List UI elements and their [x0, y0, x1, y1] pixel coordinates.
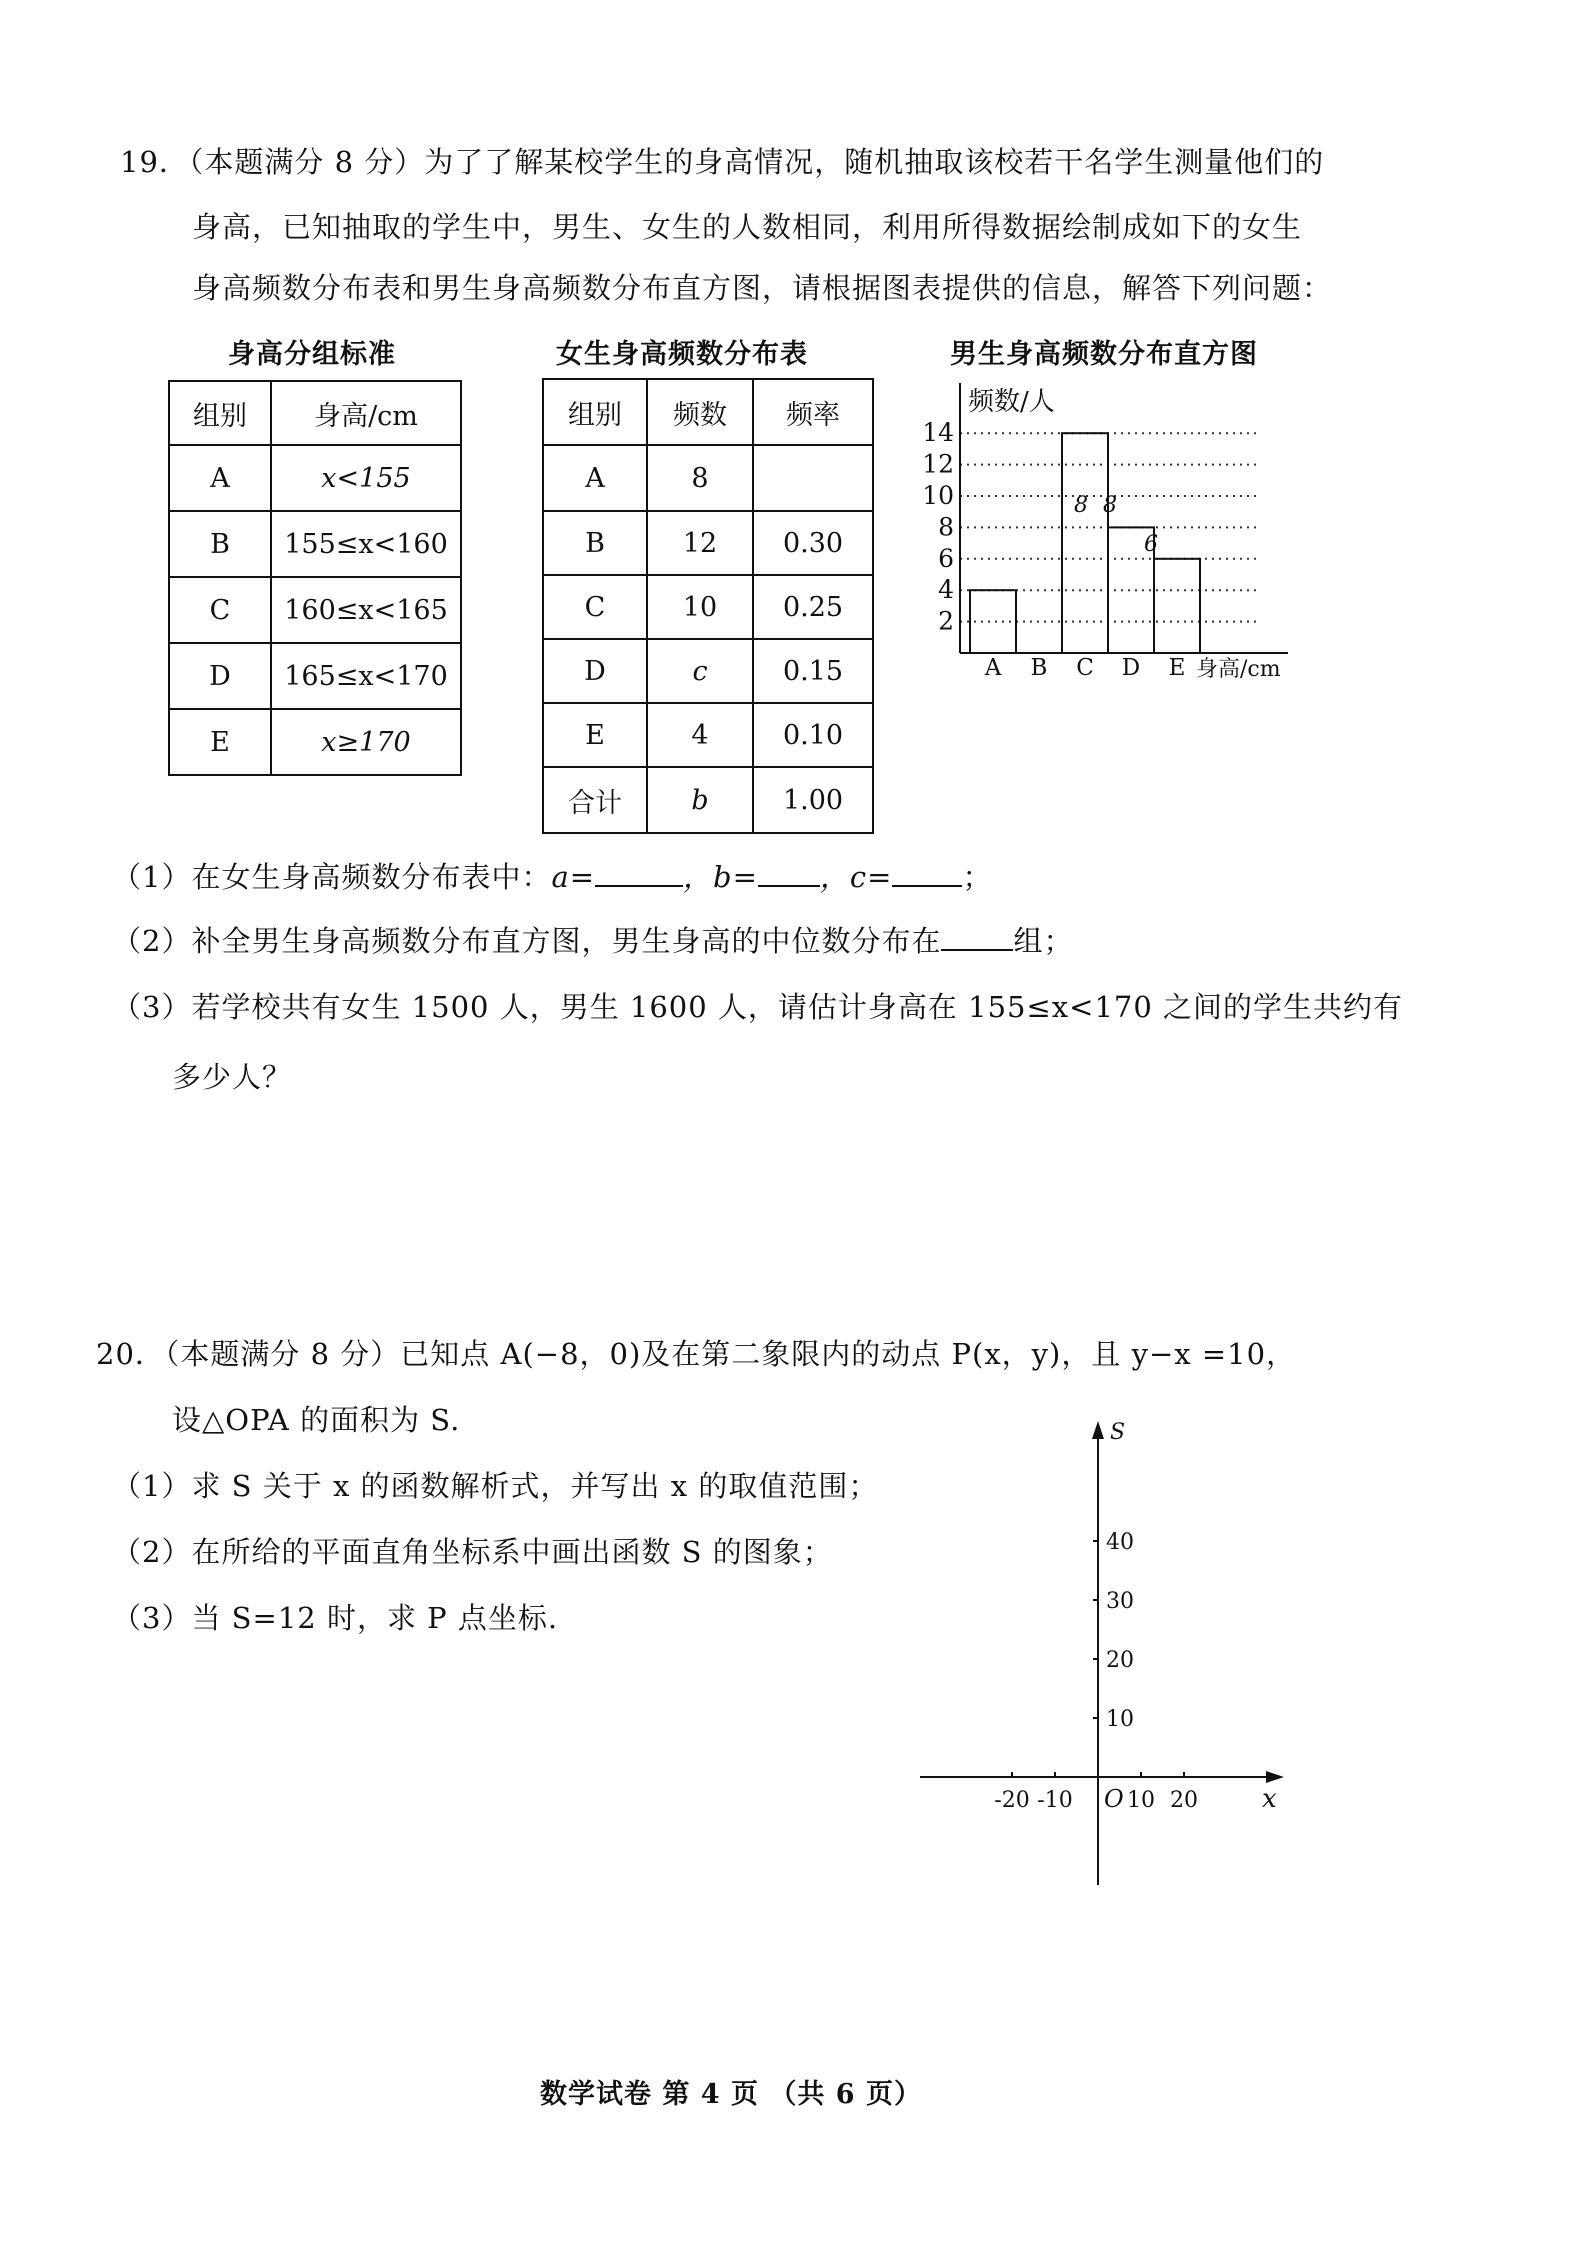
table2-cell: b: [647, 767, 753, 833]
table1-cell: 155≤x<160: [271, 511, 461, 577]
table2-cell: D: [543, 639, 647, 703]
histogram-y-tick-label: 2: [938, 606, 954, 636]
histogram-y-tick-label: 14: [922, 418, 954, 448]
x-axis-arrow: [1266, 1771, 1284, 1783]
s-axis-ticks: [1093, 1530, 1134, 1732]
histogram-x-tick-label: B: [1030, 655, 1048, 681]
histogram-bars: [970, 433, 1200, 653]
table2-cell: 1.00: [753, 767, 873, 833]
histogram-y-ticks: [922, 418, 954, 635]
histogram-x-tick-label: C: [1076, 655, 1094, 681]
table1-cell: A: [169, 445, 271, 511]
table1-header-group: 组别: [169, 381, 271, 445]
table2-cell: E: [543, 703, 647, 767]
histogram-x-tick-label: E: [1168, 655, 1186, 681]
s-axis-label: S: [1110, 1420, 1126, 1445]
histogram-x-tick-label: A: [984, 655, 1002, 681]
x-axis-tick-label: -10: [1037, 1788, 1073, 1813]
q19-sub1-b-label: ，b=: [683, 860, 758, 894]
table2-cell: A: [543, 445, 647, 511]
table1-cell: E: [169, 709, 271, 775]
handwritten-mark: 6: [1144, 532, 1158, 557]
q19-line3: 身高频数分布表和男生身高频数分布直方图，请根据图表提供的信息，解答下列问题：: [192, 271, 1333, 305]
q19-sub1: [112, 857, 992, 897]
q19-sub1-c-label: ，c=: [819, 860, 893, 894]
table2-header-group: 组别: [543, 379, 647, 445]
s-axis-arrow: [1092, 1421, 1104, 1439]
table2-header-frequency: 频数: [647, 379, 753, 445]
table2-cell: C: [543, 575, 647, 639]
x-axis-tick-label: 20: [1170, 1788, 1198, 1813]
page-footer: 数学试卷 第 4 页 （共 6 页）: [540, 2079, 922, 2110]
s-axis-tick-label: 20: [1106, 1648, 1134, 1673]
histogram-title: 男生身高频数分布直方图: [950, 339, 1258, 370]
table2-cell: c: [647, 639, 753, 703]
table2-cell: 4: [647, 703, 753, 767]
histogram-y-tick-label: 4: [938, 575, 954, 605]
table1-cell: 160≤x<165: [271, 577, 461, 643]
histogram-x-label: 身高/cm: [1196, 657, 1281, 682]
handwritten-mark: 8: [1074, 493, 1088, 518]
q20-line2: 设△OPA 的面积为 S.: [172, 1403, 461, 1437]
handwritten-marks: [1074, 493, 1158, 557]
histogram-x-ticks: [984, 655, 1186, 681]
table2-cell: 10: [647, 575, 753, 639]
coordinate-system: [910, 1415, 1290, 1895]
s-axis-tick-label: 30: [1106, 1589, 1134, 1614]
histogram-bar: [1154, 559, 1200, 653]
q19-sub2-text: （2）补全男生身高频数分布直方图，男生身高的中位数分布在: [112, 924, 942, 958]
table2-cell: B: [543, 511, 647, 575]
table2-header-rate: 频率: [753, 379, 873, 445]
histogram-y-label: 频数/人: [968, 387, 1055, 417]
x-axis-label: x: [1262, 1784, 1277, 1814]
q19-sub3-line1: （3）若学校共有女生 1500 人，男生 1600 人，请估计身高在 155≤x<170 之间的学生共约有: [112, 990, 1404, 1024]
girls-frequency-table: [542, 378, 874, 834]
table1-cell: x<155: [271, 445, 461, 511]
q19-sub1-text: （1）在女生身高频数分布表中：: [112, 860, 552, 894]
q19-sub1-a-label: a=: [551, 860, 596, 894]
height-group-table: [168, 380, 462, 776]
x-axis-ticks: [994, 1772, 1198, 1813]
q19-sub3-line2: 多少人？: [172, 1060, 293, 1094]
table2-title: 女生身高频数分布表: [556, 339, 808, 370]
histogram-y-tick-label: 10: [922, 481, 954, 510]
table2-cell: 0.30: [753, 511, 873, 575]
q19-sub2-end: 组；: [1013, 924, 1074, 958]
table2-cell: 0.25: [753, 575, 873, 639]
answer-blank-median-group[interactable]: [941, 949, 1013, 951]
answer-blank-a[interactable]: [595, 885, 683, 887]
table2-cell: [753, 445, 873, 511]
table2-cell: 8: [647, 445, 753, 511]
q19-line2: 身高，已知抽取的学生中，男生、女生的人数相同，利用所得数据绘制成如下的女生: [192, 210, 1303, 244]
table1-cell: B: [169, 511, 271, 577]
table1-cell: 165≤x<170: [271, 643, 461, 709]
table2-cell: 12: [647, 511, 753, 575]
table1-title: 身高分组标准: [228, 339, 396, 370]
handwritten-mark: 8: [1103, 493, 1117, 518]
table1-header-height: 身高/cm: [271, 381, 461, 445]
table1-cell: D: [169, 643, 271, 709]
q19-sub1-end: ；: [962, 860, 993, 894]
answer-blank-b[interactable]: [758, 885, 820, 887]
table1-cell: x≥170: [271, 709, 461, 775]
histogram-y-tick-label: 12: [922, 449, 954, 479]
q20-sub1: （1）求 S 关于 x 的函数解析式，并写出 x 的取值范围；: [112, 1469, 879, 1503]
q19-sub2: [112, 921, 1073, 961]
x-axis-tick-label: -20: [994, 1788, 1030, 1813]
histogram-y-tick-label: 6: [938, 543, 954, 573]
q19-line1: 19．（本题满分 8 分）为了了解某校学生的身高情况，随机抽取该校若干名学生测量他们的: [120, 145, 1325, 179]
table2-cell: 0.15: [753, 639, 873, 703]
q20-line1: 20．（本题满分 8 分）已知点 A(−8，0)及在第二象限内的动点 P(x，y)，且 y−x =10，: [96, 1337, 1297, 1371]
histogram-x-tick-label: D: [1121, 655, 1141, 681]
histogram-y-tick-label: 8: [938, 512, 954, 542]
table1-cell: C: [169, 577, 271, 643]
histogram-bar: [1062, 433, 1108, 653]
q20-sub2: （2）在所给的平面直角坐标系中画出函数 S 的图象；: [112, 1535, 833, 1569]
origin-label: O: [1104, 1785, 1124, 1813]
table2-cell: 0.10: [753, 703, 873, 767]
x-axis-tick-label: 10: [1127, 1788, 1155, 1813]
answer-blank-c[interactable]: [892, 885, 962, 887]
q20-sub3: （3）当 S=12 时，求 P 点坐标.: [112, 1601, 559, 1635]
table2-cell: 合计: [543, 767, 647, 833]
boys-histogram: [910, 375, 1320, 695]
s-axis-tick-label: 10: [1106, 1707, 1134, 1732]
s-axis-tick-label: 40: [1106, 1530, 1134, 1555]
